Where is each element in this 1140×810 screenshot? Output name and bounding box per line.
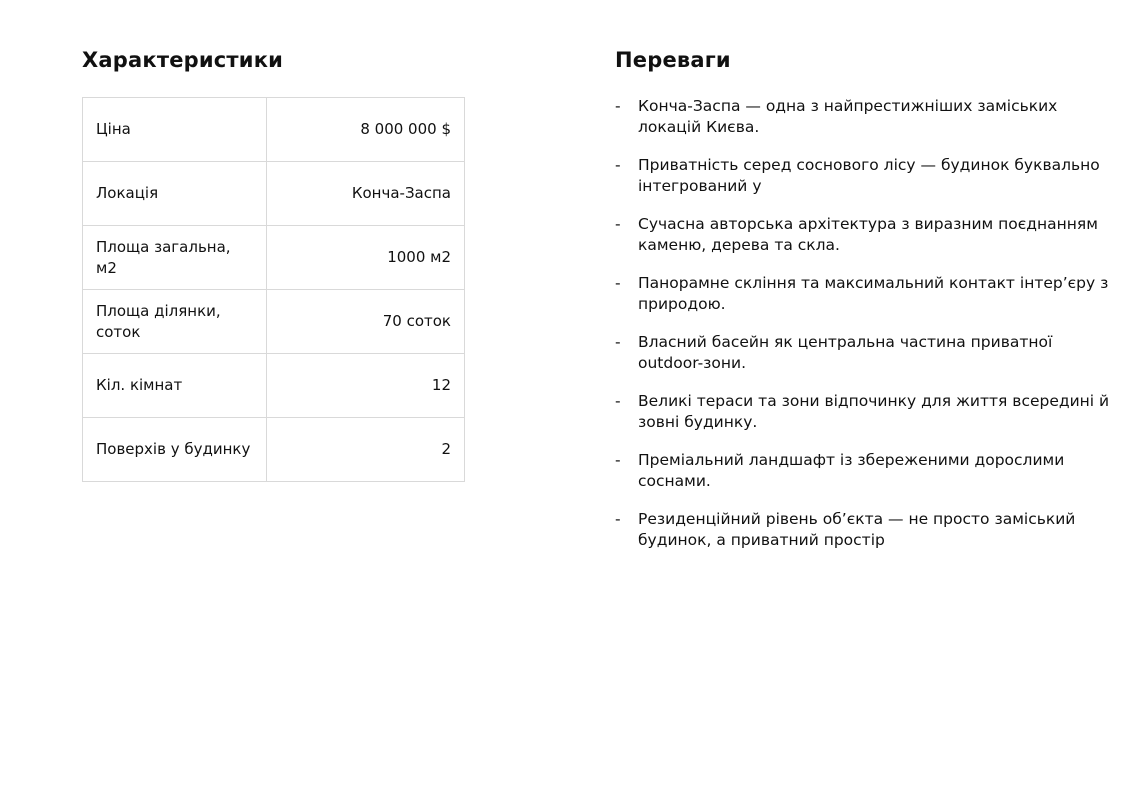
bullet-dash: - (615, 215, 621, 233)
specs-table (82, 97, 465, 482)
table-row (83, 354, 465, 418)
list-item (615, 214, 1115, 256)
table-row (83, 162, 465, 226)
table-row (83, 226, 465, 290)
bullet-dash: - (615, 97, 621, 115)
list-item (615, 96, 1115, 138)
advantages-heading: Переваги (615, 48, 731, 72)
list-item (615, 155, 1115, 197)
spec-label-location: Локація (83, 162, 267, 226)
specs-heading: Характеристики (82, 48, 284, 72)
spec-label-floors: Поверхів у будинку (83, 418, 267, 482)
bullet-dash: - (615, 274, 621, 292)
bullet-dash: - (615, 510, 621, 528)
advantage-text: Великі тераси та зони відпочинку для життя всередині й зовні будинку. (638, 392, 1110, 431)
spec-label-plot-area: Площа ділянки, соток (83, 290, 267, 354)
list-item (615, 273, 1115, 315)
bullet-dash: - (615, 156, 621, 174)
list-item (615, 332, 1115, 374)
spec-value-plot-area: 70 соток (267, 290, 465, 354)
spec-value-rooms: 12 (267, 354, 465, 418)
advantage-text: Резиденційний рівень об’єкта — не просто заміський будинок, а приватний простір (638, 510, 1076, 549)
advantage-text: Панорамне скління та максимальний контакт інтер’єру з природою. (638, 274, 1109, 313)
spec-value-total-area: 1000 м2 (267, 226, 465, 290)
advantage-text: Сучасна авторська архітектура з виразним поєднанням каменю, дерева та скла. (638, 215, 1098, 254)
spec-label-price: Ціна (83, 98, 267, 162)
spec-label-rooms: Кіл. кімнат (83, 354, 267, 418)
spec-label-total-area: Площа загальна, м2 (83, 226, 267, 290)
table-row (83, 418, 465, 482)
bullet-dash: - (615, 392, 621, 410)
advantage-text: Приватність серед соснового лісу — будинок буквально інтегрований у (638, 156, 1100, 195)
spec-value-location: Конча-Заспа (267, 162, 465, 226)
list-item (615, 391, 1115, 433)
advantage-text: Преміальний ландшафт із збереженими дорослими соснами. (638, 451, 1065, 490)
bullet-dash: - (615, 451, 621, 469)
advantage-text: Конча-Заспа — одна з найпрестижніших заміських локацій Києва. (638, 97, 1058, 136)
list-item (615, 509, 1115, 551)
spec-value-price: 8 000 000 $ (267, 98, 465, 162)
bullet-dash: - (615, 333, 621, 351)
advantage-text: Власний басейн як центральна частина приватної outdoor-зони. (638, 333, 1053, 372)
advantages-list (615, 96, 1115, 568)
table-row (83, 290, 465, 354)
list-item (615, 450, 1115, 492)
table-row (83, 98, 465, 162)
spec-value-floors: 2 (267, 418, 465, 482)
